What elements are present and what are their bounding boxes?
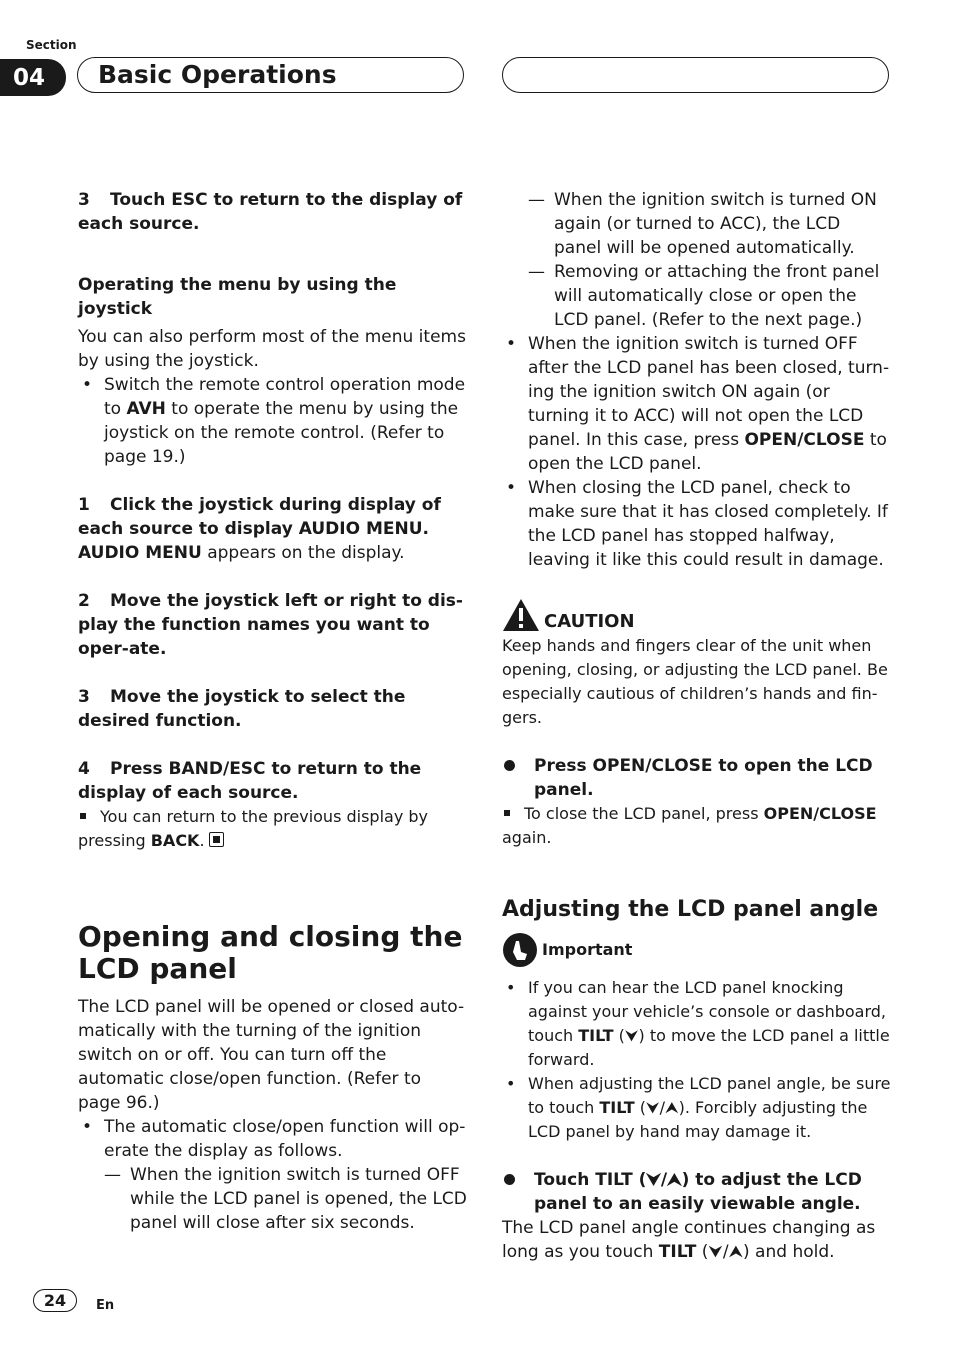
right-column — [502, 188, 892, 1264]
joystick-step-4-note: You can return to the previous display by pressing BACK. — [78, 807, 429, 850]
dash-ignition-on: — When the ignition switch is turned ON again (or turned to ACC), the LCD panel will be opened automatically. — [528, 190, 877, 258]
tilt-step: Touch TILT (⮟/⮝) to adjust the LCD panel to an easily viewable angle. — [502, 1168, 892, 1216]
chevron-up-icon: ⮝ — [665, 1098, 679, 1117]
section-title-bar — [77, 57, 464, 93]
end-mark-icon — [209, 832, 224, 847]
section-number-badge: 04 — [0, 59, 66, 96]
chevron-down-icon: ⮟ — [646, 1170, 661, 1190]
caution-text: Keep hands and fingers clear of the unit when opening, closing, or adjusting the LCD panel. Be especially cautious of children’s hands and fin-gers. — [502, 636, 888, 727]
open-close-step: Press OPEN/CLOSE to open the LCD panel. — [502, 754, 892, 802]
note-square-icon — [504, 810, 510, 816]
chevron-up-icon: ⮝ — [728, 1242, 744, 1262]
important-bullet-1: • If you can hear the LCD panel knocking against your vehicle’s console or dashboard, touch TILT (⮟) to move the LCD panel a little forward. — [502, 976, 892, 1072]
warning-triangle-icon — [502, 598, 540, 632]
joystick-step-2: 2 Move the joystick left or right to dis-play the function names you want to oper-ate. — [78, 591, 463, 659]
joystick-intro: You can also perform most of the menu items by using the joystick. — [78, 327, 466, 371]
chevron-down-icon: ⮟ — [646, 1098, 660, 1117]
joystick-bullet: • Switch the remote control operation mode to AVH to operate the menu by using the joystick on the remote control. (Refer to page 19.) — [78, 373, 468, 469]
step-touch-esc: 3 Touch ESC to return to the display of each source. — [78, 190, 463, 234]
important-hand-icon — [502, 932, 538, 968]
chevron-down-icon: ⮟ — [624, 1026, 639, 1045]
opening-bullet: • The automatic close/open function will op-erate the display as follows. — [78, 1115, 468, 1163]
bullet-closing-check: • When closing the LCD panel, check to make sure that it has closed completely. If the LCD panel has stopped halfway, leaving it like this could result in damage. — [502, 476, 892, 572]
important-heading: Important — [502, 932, 892, 968]
open-close-note: To close the LCD panel, press OPEN/CLOSE again. — [502, 804, 877, 847]
opening-paragraph: The LCD panel will be opened or closed auto-matically with the turning of the ignition switch on or off. You can turn off the automatic close/open function. (Refer to page 96.) — [78, 997, 465, 1113]
bullet-ignition-off: • When the ignition switch is turned OFF after the LCD panel has been closed, turn-ing the ignition switch ON again (or turning it to ACC) will not open the LCD panel. In this case, press OPEN/CLOSE to open the LCD panel. — [502, 332, 892, 476]
chevron-up-icon: ⮝ — [667, 1170, 682, 1190]
joystick-step-4: 4 Press BAND/ESC to return to the display of each source. — [78, 759, 422, 803]
note-square-icon — [80, 813, 86, 819]
step-dot-icon — [504, 1174, 515, 1185]
joystick-step-1: 1 Click the joystick during display of each source to display AUDIO MENU. — [78, 495, 441, 539]
joystick-step-1-note: AUDIO MENU appears on the display. — [78, 543, 405, 563]
angle-heading: Adjusting the LCD panel angle — [502, 897, 879, 922]
important-bullet-2: • When adjusting the LCD panel angle, be sure to touch TILT (⮟/⮝). Forcibly adjusting the LCD panel by hand may damage it. — [502, 1072, 892, 1144]
opening-dash-1: — When the ignition switch is turned OFF while the LCD panel is opened, the LCD panel will close after six seconds. — [104, 1165, 467, 1233]
joystick-heading: Operating the menu by using the joystick — [78, 275, 397, 319]
caution-heading: CAUTION — [502, 598, 892, 632]
section-title: Basic Operations — [98, 60, 337, 89]
joystick-step-3: 3 Move the joystick to select the desired function. — [78, 687, 406, 731]
chevron-down-icon: ⮟ — [708, 1242, 723, 1262]
left-column — [78, 188, 468, 1235]
opening-heading: Opening and closing the LCD panel — [78, 920, 463, 985]
tilt-paragraph: The LCD panel angle continues changing as long as you touch TILT (⮟/⮝) and hold. — [502, 1218, 876, 1262]
language-label: En — [96, 1298, 115, 1313]
header-empty-bar — [502, 57, 889, 93]
dash-front-panel: — Removing or attaching the front panel will automatically close or open the LCD panel. (Refer to the next page.) — [528, 262, 880, 330]
section-label: Section — [26, 38, 77, 52]
step-dot-icon — [504, 760, 515, 771]
page-number: 24 — [33, 1289, 77, 1312]
